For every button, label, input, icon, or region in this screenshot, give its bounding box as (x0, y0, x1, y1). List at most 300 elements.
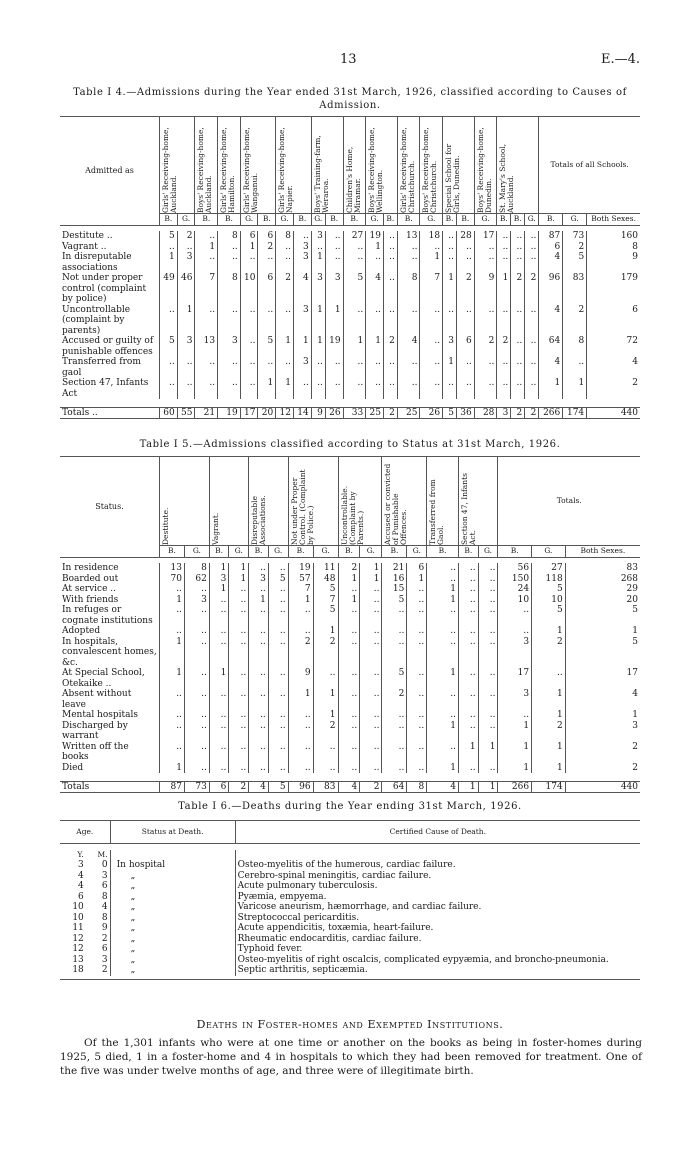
t14-cell: .. (497, 305, 511, 337)
t16-age-months: 4 (101, 902, 108, 912)
t14-group-header (397, 117, 420, 214)
t15-cell: .. (360, 605, 382, 626)
t14-cell: 64 (539, 336, 563, 357)
t15-cell: .. (229, 721, 249, 742)
t15-cell: .. (184, 710, 209, 721)
t15-cell: .. (407, 710, 427, 721)
t16-age-months-header: M. (97, 849, 108, 859)
t16-row (60, 944, 640, 955)
t15-cell: .. (360, 626, 382, 637)
t15-row-label: Written off the books (62, 741, 129, 762)
t16-age-years: 13 (72, 954, 84, 965)
t14-cell: .. (311, 378, 325, 399)
t15-cell: .. (313, 668, 338, 689)
t15-cell: 1 (360, 574, 382, 585)
t14-cell: .. (511, 231, 525, 242)
t15-totals-cell: 174 (532, 781, 566, 793)
t14-sex-header: G. (525, 214, 539, 226)
t15-stub-header: Status. (95, 501, 124, 511)
t14-cell: 6 (240, 231, 258, 242)
t15-cell: .. (478, 763, 498, 774)
t15-row-label: At service .. (62, 584, 116, 594)
t15-totals-cell: 73 (184, 781, 209, 793)
t15-cell: 56 (498, 563, 532, 574)
t14-sex-header: B. (218, 214, 241, 226)
t14-cell: 2 (276, 273, 294, 305)
t15-cell: 1 (459, 742, 479, 763)
t15-cell: .. (360, 595, 382, 606)
t15-cell: .. (160, 626, 185, 637)
t15-cell: .. (427, 689, 459, 710)
t15-totals-header: Totals. (498, 457, 640, 546)
t14-cell: .. (383, 378, 397, 399)
t15-cell: .. (313, 742, 338, 763)
t15-cell: 1 (313, 689, 338, 710)
t16-status: „ (110, 934, 235, 945)
t14-cell: .. (160, 305, 178, 337)
t15-cell: 1 (407, 574, 427, 585)
t14-group-header (474, 117, 497, 214)
t15-cell: .. (338, 763, 360, 774)
t15-cell: 3 (498, 637, 532, 669)
t14-cell: 1 (563, 378, 587, 399)
t14-cell: .. (443, 231, 457, 242)
t14-group-header (366, 117, 398, 214)
t15-cell: 1 (532, 710, 566, 721)
t14-cell: 4 (366, 273, 384, 305)
t15-cell: .. (268, 710, 288, 721)
t14-cell: .. (195, 252, 218, 273)
t14-cell: 13 (397, 231, 420, 242)
t14-cell: 2 (525, 273, 539, 305)
t15-cell: 1 (427, 721, 459, 742)
t15-cell: .. (184, 605, 209, 626)
t16-cause: Pyæmia, empyema. (235, 892, 640, 903)
t16-blank (110, 850, 235, 861)
t15-cell: 1 (532, 742, 566, 763)
t15-cell: .. (338, 637, 360, 669)
t15-cell: .. (184, 626, 209, 637)
t14-cell: 5 (343, 273, 366, 305)
t15-group-header (427, 457, 459, 546)
t14-row (60, 273, 640, 305)
t14-cell: 49 (160, 273, 178, 305)
t15-cell: 1 (427, 668, 459, 689)
t15-cell: 83 (565, 563, 640, 574)
t15-group-header (249, 457, 288, 546)
t14-cell: .. (276, 357, 294, 378)
t16-age-years: 12 (72, 944, 84, 954)
t14-cell: .. (218, 357, 241, 378)
t15-cell: .. (209, 710, 229, 721)
t14-row-label: Not under proper control (complaint by police) (62, 273, 147, 304)
table-i5 (60, 456, 640, 793)
t14-cell: .. (366, 378, 384, 399)
t14-sex-header: B. (397, 214, 420, 226)
t14-cell: 83 (563, 273, 587, 305)
t15-cell: .. (427, 742, 459, 763)
t14-cell: 6 (258, 273, 276, 305)
t15-cell: 70 (160, 574, 185, 585)
t14-cell: 2 (383, 336, 397, 357)
t15-cell: .. (427, 637, 459, 669)
t16-status: „ (110, 892, 235, 903)
t15-cell: .. (184, 742, 209, 763)
t15-row (60, 721, 640, 742)
t15-sex-header: G. (184, 546, 209, 558)
t14-cell: 27 (343, 231, 366, 242)
t15-cell: 5 (565, 637, 640, 669)
t15-cell: 5 (532, 605, 566, 626)
t14-row-label: Destitute .. (62, 231, 113, 241)
t14-cell: .. (397, 378, 420, 399)
t16-age-years: 11 (72, 923, 84, 933)
t14-cell: .. (293, 378, 311, 399)
t15-totals-label: Totals (62, 781, 90, 792)
t14-totals-cell: 5 (443, 407, 457, 419)
t15-cell: .. (249, 626, 269, 637)
t15-cell: .. (249, 721, 269, 742)
t14-cell: 2 (474, 336, 497, 357)
t14-cell: 3 (293, 242, 311, 253)
table-i6 (60, 820, 640, 980)
t15-sex-header: B. (160, 546, 185, 558)
t15-cell: .. (288, 763, 313, 774)
t14-totals-cell: 60 (160, 407, 178, 419)
t16-status: „ (110, 944, 235, 955)
t16-age-years: 3 (78, 860, 84, 870)
t16-age-years: 12 (72, 933, 84, 944)
t14-group-header (195, 117, 218, 214)
t14-cell: 2 (563, 305, 587, 337)
t15-cell: .. (427, 626, 459, 637)
t15-cell: 1 (427, 763, 459, 774)
t15-row (60, 574, 640, 585)
t14-cell: 3 (177, 336, 195, 357)
t14-cell: .. (511, 305, 525, 337)
t16-age-months: 2 (101, 965, 108, 975)
table-i5-title: Table I 5.—Admissions classified according to Status at 31st March, 1926. (139, 439, 561, 450)
t15-cell: 1 (498, 763, 532, 774)
t14-cell: .. (383, 357, 397, 378)
t15-cell: .. (459, 626, 479, 637)
t14-sex-header: G. (311, 214, 325, 226)
t15-cell: .. (478, 605, 498, 626)
t15-cell: 2 (288, 637, 313, 669)
t15-cell: .. (360, 584, 382, 595)
t16-cause: Varicose aneurism, hæmorrhage, and cardiac failure. (235, 902, 640, 913)
t14-sex-header: G. (177, 214, 195, 226)
t16-age-months: 2 (101, 933, 108, 944)
t15-row-label: Adopted (62, 626, 101, 636)
t15-group-label: Not under Proper Control. (Complaint by Police.) (289, 469, 315, 545)
t14-row (60, 231, 640, 242)
t14-cell: .. (525, 231, 539, 242)
t15-cell: 1 (313, 626, 338, 637)
t15-cell: 1 (160, 595, 185, 606)
t14-cell: 1 (443, 357, 457, 378)
t15-group-label: Section 47, Infants Act. (460, 473, 478, 545)
t15-sex-header: B. (209, 546, 229, 558)
t15-cell: 1 (313, 710, 338, 721)
t15-cell: .. (184, 721, 209, 742)
t14-totals-cell: 26 (420, 407, 443, 419)
t15-cell: .. (229, 637, 249, 669)
t16-age-months: 6 (101, 881, 108, 891)
t14-totals-cell: 9 (311, 407, 325, 419)
t14-cell: .. (218, 252, 241, 273)
t14-totals-cell: 55 (177, 407, 195, 419)
t14-totals-cell: 266 (539, 407, 563, 419)
t15-cell: .. (360, 637, 382, 669)
t14-cell: .. (343, 242, 366, 253)
t14-cell: .. (525, 252, 539, 273)
t14-cell: .. (497, 252, 511, 273)
t14-cell: 160 (587, 231, 640, 242)
t15-cell: 1 (532, 626, 566, 637)
t15-cell: .. (229, 710, 249, 721)
t15-cell: .. (407, 605, 427, 626)
t14-cell: .. (525, 305, 539, 337)
t16-status: „ (110, 913, 235, 924)
t14-totals-cell: 3 (497, 407, 511, 419)
t15-cell: .. (288, 605, 313, 626)
t15-cell: .. (338, 584, 360, 595)
t15-cell: 2 (532, 637, 566, 669)
t14-cell: 2 (511, 273, 525, 305)
t15-group-header (459, 457, 498, 546)
t15-sex-header: B. (249, 546, 269, 558)
t15-cell: .. (184, 668, 209, 689)
t15-cell: 1 (229, 563, 249, 574)
t14-cell: .. (293, 231, 311, 242)
t16-age-years: 4 (78, 870, 84, 881)
t15-group-header (288, 457, 338, 546)
t16-row (60, 965, 640, 976)
t15-group-label: Destitute. (161, 507, 170, 545)
t14-sex-header: B. (343, 214, 366, 226)
t15-cell: .. (459, 563, 479, 574)
t15-cell: 27 (532, 563, 566, 574)
t15-group-label: Accused or convicted of Punishable Offences. (383, 463, 409, 545)
t14-cell: .. (311, 357, 325, 378)
t14-cell: 2 (497, 336, 511, 357)
t14-totals-cell: 25 (397, 407, 420, 419)
t15-cell: 1 (249, 595, 269, 606)
t15-cell: .. (459, 595, 479, 606)
t16-age-header: Age. (76, 826, 94, 836)
t15-cell: .. (249, 668, 269, 689)
t15-cell: .. (268, 689, 288, 710)
t15-cell: .. (229, 668, 249, 689)
t15-cell: .. (209, 626, 229, 637)
t16-cause: Acute pulmonary tuberculosis. (235, 881, 640, 892)
t14-cell: .. (525, 242, 539, 253)
t14-cell: 4 (539, 357, 563, 378)
t15-cell: .. (407, 668, 427, 689)
t15-cell: .. (160, 742, 185, 763)
t14-cell: .. (511, 252, 525, 273)
t14-cell: .. (276, 242, 294, 253)
t14-totals-cell: 2 (383, 407, 397, 419)
t14-totals-header: Totals of all Schools. (539, 117, 640, 214)
t15-cell: .. (184, 637, 209, 669)
t14-cell: 6 (539, 242, 563, 253)
t14-cell: .. (325, 252, 343, 273)
t14-cell: .. (177, 378, 195, 399)
t14-cell: .. (383, 305, 397, 337)
t14-cell: 1 (366, 336, 384, 357)
t14-cell: 7 (420, 273, 443, 305)
t14-sex-header: G. (276, 214, 294, 226)
t14-cell: 3 (293, 305, 311, 337)
t15-row (60, 626, 640, 637)
t16-cause: Acute appendicitis, toxæmia, heart-failure. (235, 923, 640, 934)
t15-totals-cell: 4 (427, 781, 459, 793)
t15-totals-cell: 2 (360, 781, 382, 793)
t14-cell: .. (160, 242, 178, 253)
t14-row (60, 336, 640, 357)
t14-cell: .. (366, 252, 384, 273)
t15-cell: 1 (427, 584, 459, 595)
t15-group-label: Uncontrollable. (Complaint by Parents.) (339, 485, 365, 545)
t15-cell: 1 (209, 668, 229, 689)
t14-cell: .. (420, 305, 443, 337)
t14-cell: 7 (195, 273, 218, 305)
t14-cell: .. (195, 357, 218, 378)
t16-cause: Osteo-myelitis of right oscalcis, complicated eypyæmia, and broncho-pneumonia. (235, 955, 640, 966)
t14-cell: .. (397, 357, 420, 378)
t14-group-label: Girls' Receiving-home, Wanganui. (241, 127, 259, 213)
t15-row (60, 742, 640, 763)
t14-cell: 2 (587, 378, 640, 399)
t14-group-header (160, 117, 195, 214)
t15-cell: .. (360, 668, 382, 689)
t15-sex-header: B. (459, 546, 479, 558)
t15-cell: .. (160, 689, 185, 710)
t15-cell: 1 (360, 563, 382, 574)
t15-cell: .. (338, 710, 360, 721)
t15-cell: .. (407, 637, 427, 669)
t14-sex-header: B. (457, 214, 475, 226)
t15-cell: .. (209, 595, 229, 606)
t15-row (60, 584, 640, 595)
t14-cell: .. (240, 357, 258, 378)
t16-cause: Septic arthritis, septicæmia. (235, 965, 640, 976)
t15-cell: .. (478, 584, 498, 595)
t14-totals-row (60, 407, 640, 419)
t14-cell: 1 (311, 252, 325, 273)
t15-cell: .. (229, 605, 249, 626)
t16-cause-header: Certified Cause of Death. (235, 821, 640, 844)
t15-cell: .. (459, 605, 479, 626)
t14-totals-cell: 20 (258, 407, 276, 419)
t15-cell: .. (427, 605, 459, 626)
t15-cell: .. (268, 605, 288, 626)
t15-cell: .. (478, 637, 498, 669)
t14-cell: .. (366, 305, 384, 337)
t15-cell: 3 (209, 574, 229, 585)
t15-row-label: Absent without leave (62, 689, 132, 710)
t14-cell: .. (177, 242, 195, 253)
t14-totals-cell: 174 (563, 407, 587, 419)
t15-group-header (209, 457, 248, 546)
t15-cell: 1 (498, 742, 532, 763)
t14-group-label: Girls' Receiving-home, Hamilton. (219, 127, 237, 213)
t14-row-label: In disreputable associations (62, 252, 132, 273)
t15-cell: 3 (565, 721, 640, 742)
t14-cell: 8 (218, 273, 241, 305)
t15-sex-header: G. (478, 546, 498, 558)
t15-totals-row (60, 781, 640, 793)
t14-cell: 19 (366, 231, 384, 242)
t15-cell: 5 (313, 584, 338, 595)
t15-cell: .. (382, 626, 407, 637)
t14-cell: 28 (457, 231, 475, 242)
t15-row (60, 563, 640, 574)
t15-cell: .. (268, 584, 288, 595)
t15-row (60, 637, 640, 669)
t15-cell: .. (288, 710, 313, 721)
t14-group-header (218, 117, 241, 214)
t14-cell: 4 (539, 305, 563, 337)
t16-age-months: 6 (101, 944, 108, 954)
t15-totals-cell: 266 (498, 781, 532, 793)
t16-cause: Osteo-myelitis of the humerous, cardiac failure. (235, 860, 640, 871)
t15-cell: 1 (229, 574, 249, 585)
t15-cell: 1 (160, 668, 185, 689)
t14-cell: 6 (587, 305, 640, 337)
t14-cell: .. (325, 242, 343, 253)
t14-cell: .. (258, 252, 276, 273)
t15-cell: .. (382, 710, 407, 721)
t15-totals-cell: 1 (478, 781, 498, 793)
t15-cell: 6 (407, 563, 427, 574)
t14-sex-header: B. (258, 214, 276, 226)
t14-cell: .. (457, 242, 475, 253)
t15-cell: 2 (532, 721, 566, 742)
t15-cell: .. (229, 626, 249, 637)
t14-totals-cell: 33 (343, 407, 366, 419)
t14-cell: .. (397, 242, 420, 253)
t16-row (60, 902, 640, 913)
t14-cell: .. (343, 252, 366, 273)
t16-age-months: 3 (101, 870, 108, 881)
t15-cell: 7 (288, 584, 313, 595)
t14-group-label: Girls' Receiving-home, Christchurch. (398, 127, 416, 213)
t15-cell: 11 (313, 563, 338, 574)
t14-cell: .. (276, 305, 294, 337)
t15-cell: .. (459, 721, 479, 742)
t15-cell: 2 (565, 763, 640, 774)
t15-cell: 3 (184, 595, 209, 606)
t14-totals-cell: 26 (325, 407, 343, 419)
t14-cell: .. (474, 378, 497, 399)
t15-cell: 2 (382, 689, 407, 710)
t14-sex-header: B. (383, 214, 397, 226)
t15-cell: .. (478, 689, 498, 710)
t14-cell: 5 (160, 336, 178, 357)
table-i6-title: Table I 6.—Deaths during the Year ending 31st March, 1926. (178, 801, 522, 812)
t14-cell: 1 (420, 252, 443, 273)
t15-cell: .. (268, 668, 288, 689)
t15-cell: 17 (498, 668, 532, 689)
t14-cell: .. (420, 336, 443, 357)
t15-row (60, 605, 640, 626)
t15-cell: .. (249, 689, 269, 710)
t15-cell: .. (382, 742, 407, 763)
t15-row (60, 668, 640, 689)
